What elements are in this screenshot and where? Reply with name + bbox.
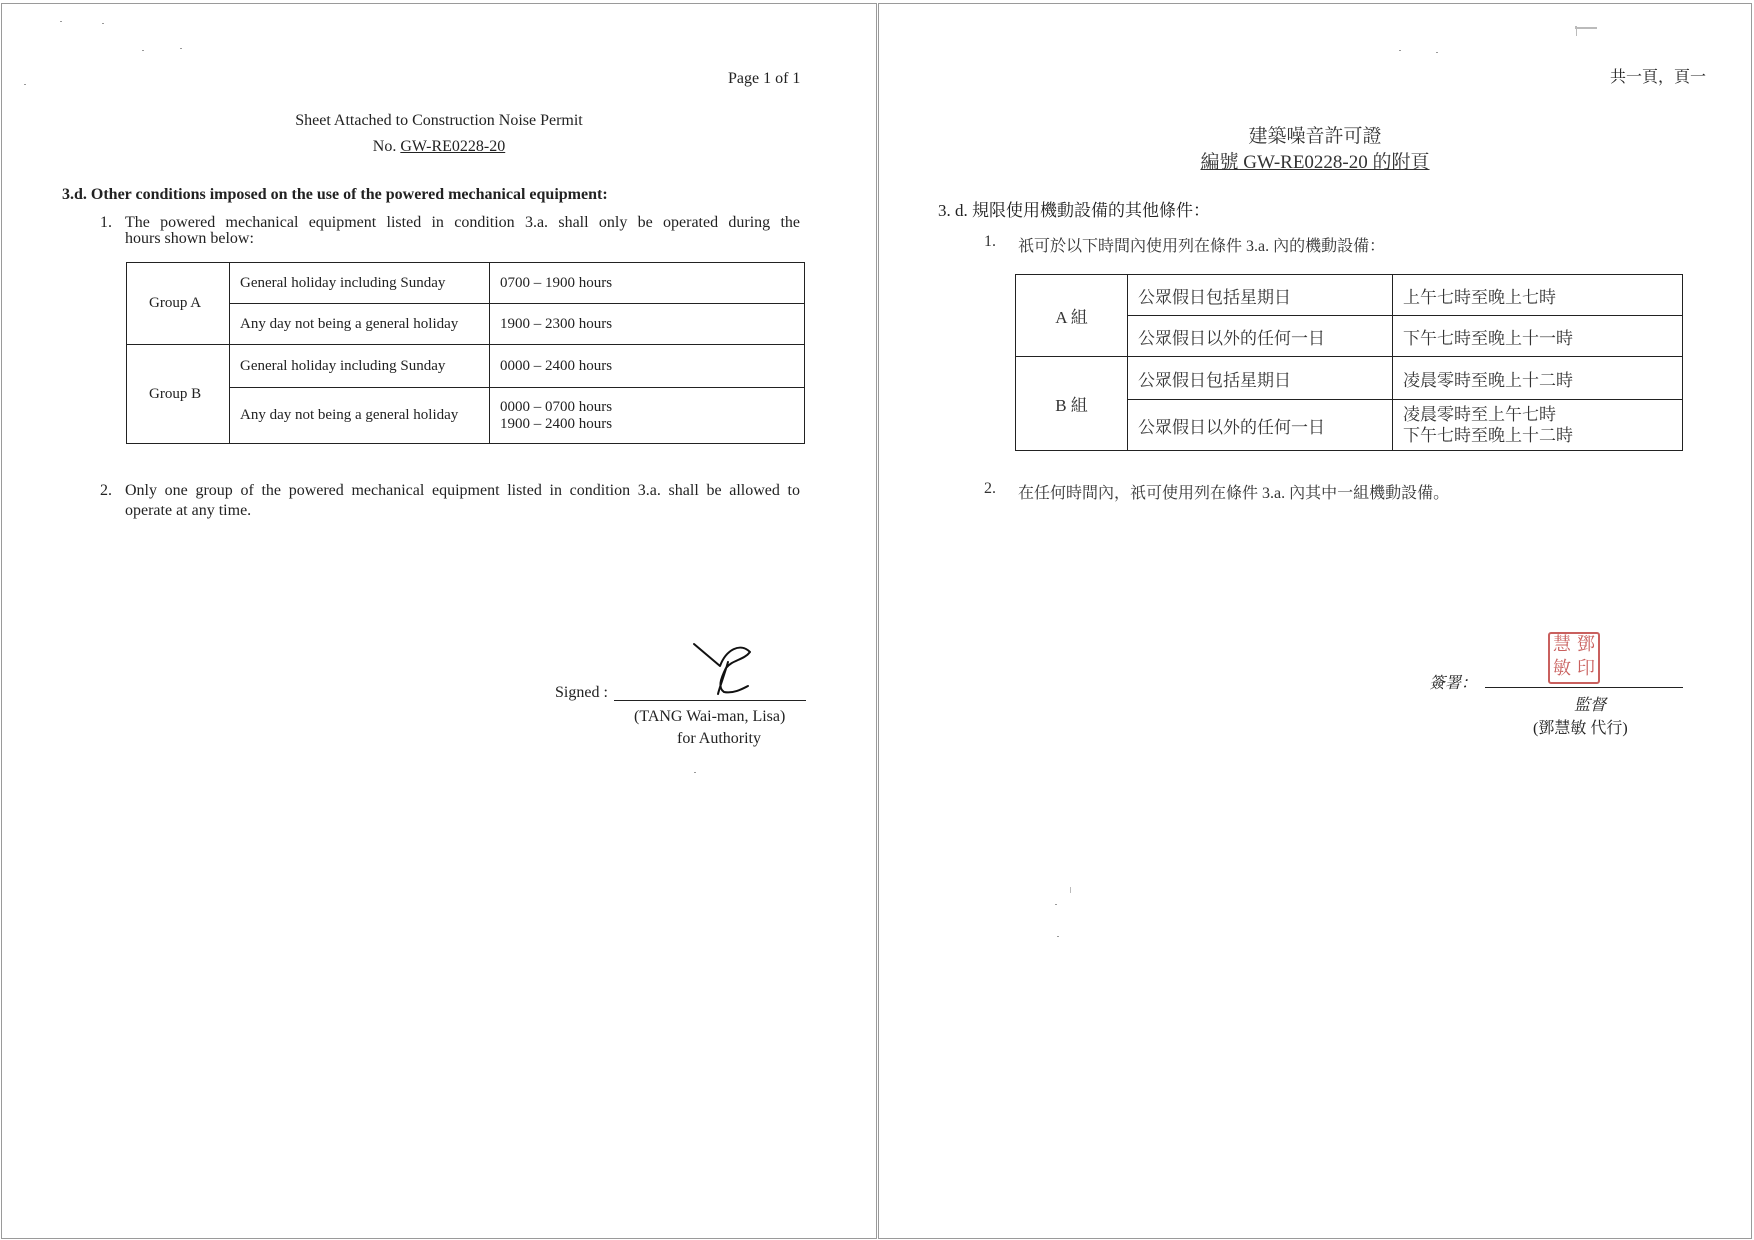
- table-row: [127, 345, 805, 388]
- page-number: 共一頁，頁一: [1609, 69, 1706, 86]
- handwritten-signature: [682, 636, 782, 698]
- hours-cell: 0700 – 1900 hours: [490, 263, 805, 304]
- hours-line: 0000 – 0700 hours: [500, 398, 613, 415]
- day-type-cell: 公眾假日以外的任何一日: [1128, 400, 1393, 451]
- signature-line: [1485, 687, 1683, 688]
- item-2-text: Only one group of the powered mechanical equipment listed in condition 3.a. shall be allowed to: [125, 482, 800, 499]
- scan-speck: [1575, 27, 1597, 29]
- seal-character: 印: [1577, 658, 1595, 679]
- document-title: Sheet Attached to Construction Noise Permit: [295, 112, 583, 129]
- table-row: [1016, 275, 1683, 316]
- seal-character: 敏: [1553, 658, 1571, 679]
- operating-hours-table: [1015, 274, 1683, 451]
- hours-cell: 下午七時至晚上十一時: [1393, 316, 1683, 357]
- document-title: 建築噪音許可證: [1248, 126, 1382, 147]
- item-1-text: The powered mechanical equipment listed in condition 3.a. shall only be operated during the: [125, 214, 800, 231]
- for-authority: for Authority: [677, 730, 761, 747]
- hours-cell: [490, 388, 805, 444]
- signed-label: Signed :: [555, 684, 608, 701]
- day-type-cell: 公眾假日以外的任何一日: [1128, 316, 1393, 357]
- hours-line: 凌晨零時至上午七時: [1403, 405, 1556, 424]
- permit-number-line: 編號 GW-RE0228-20 的附頁: [1200, 152, 1430, 173]
- hours-cell: 上午七時至晚上七時: [1393, 275, 1683, 316]
- seal-character: 鄧: [1577, 634, 1595, 655]
- table-row: [127, 263, 805, 304]
- signatory-name: (TANG Wai-man, Lisa): [634, 708, 786, 725]
- scan-speck: [60, 21, 62, 22]
- day-type-cell: General holiday including Sunday: [230, 263, 490, 304]
- acting-signatory: (鄧慧敏 代行): [1533, 720, 1628, 737]
- scan-speck: [1399, 50, 1401, 51]
- group-b-cell: B 組: [1016, 357, 1128, 451]
- item-2-text-continued: operate at any time.: [125, 502, 252, 519]
- supervisor-title: 監督: [1574, 697, 1607, 714]
- item-number: 1.: [100, 214, 112, 231]
- scan-speck: [694, 772, 696, 773]
- table-row: [1016, 357, 1683, 400]
- scan-speck: [1070, 887, 1071, 893]
- section-heading: 3.d. Other conditions imposed on the use of the powered mechanical equipment:: [62, 186, 608, 203]
- hours-cell: 0000 – 2400 hours: [490, 345, 805, 388]
- permit-number: GW-RE0228-20: [400, 138, 506, 155]
- chinese-page: [878, 3, 1752, 1239]
- hours-cell: 凌晨零時至晚上十二時: [1393, 357, 1683, 400]
- signed-label: 簽署：: [1429, 675, 1478, 692]
- item-1-text: 祇可於以下時間內使用列在條件 3.a. 內的機動設備：: [1018, 238, 1386, 255]
- day-type-cell: 公眾假日包括星期日: [1128, 357, 1393, 400]
- item-number: 1.: [984, 233, 996, 250]
- day-type-cell: 公眾假日包括星期日: [1128, 275, 1393, 316]
- hours-cell: [1393, 400, 1683, 451]
- scan-speck: [1436, 52, 1438, 53]
- item-number: 2.: [100, 482, 112, 499]
- group-a-cell: Group A: [127, 263, 230, 345]
- page-number: Page 1 of 1: [728, 70, 801, 87]
- section-heading: 3. d. 規限使用機動設備的其他條件：: [938, 201, 1210, 220]
- day-type-cell: Any day not being a general holiday: [230, 304, 490, 345]
- seal-character: 慧: [1553, 634, 1571, 655]
- item-2-text: 在任何時間內，祇可使用列在條件 3.a. 內其中一組機動設備。: [1018, 485, 1450, 502]
- scan-speck: [1575, 26, 1577, 28]
- scan-speck: [1057, 936, 1059, 937]
- hours-line: 下午七時至晚上十二時: [1403, 426, 1573, 445]
- scan-speck: [180, 48, 182, 49]
- day-type-cell: Any day not being a general holiday: [230, 388, 490, 444]
- scan-speck: [1576, 28, 1577, 36]
- hours-line: 1900 – 2400 hours: [500, 415, 613, 432]
- day-type-cell: General holiday including Sunday: [230, 345, 490, 388]
- scan-speck: [24, 84, 26, 85]
- official-seal: [1548, 632, 1600, 684]
- group-a-cell: A 組: [1016, 275, 1128, 357]
- scan-speck: [1055, 904, 1057, 905]
- permit-number-prefix: No.: [372, 138, 401, 155]
- operating-hours-table: [126, 262, 805, 444]
- signature-line: [614, 700, 806, 701]
- item-number: 2.: [984, 480, 996, 497]
- group-b-cell: Group B: [127, 345, 230, 444]
- permit-number-line: [2, 138, 876, 156]
- scan-speck: [102, 23, 104, 24]
- hours-cell: 1900 – 2300 hours: [490, 304, 805, 345]
- english-page: [1, 3, 877, 1239]
- scan-speck: [142, 50, 144, 51]
- item-1-text-continued: hours shown below:: [125, 230, 254, 247]
